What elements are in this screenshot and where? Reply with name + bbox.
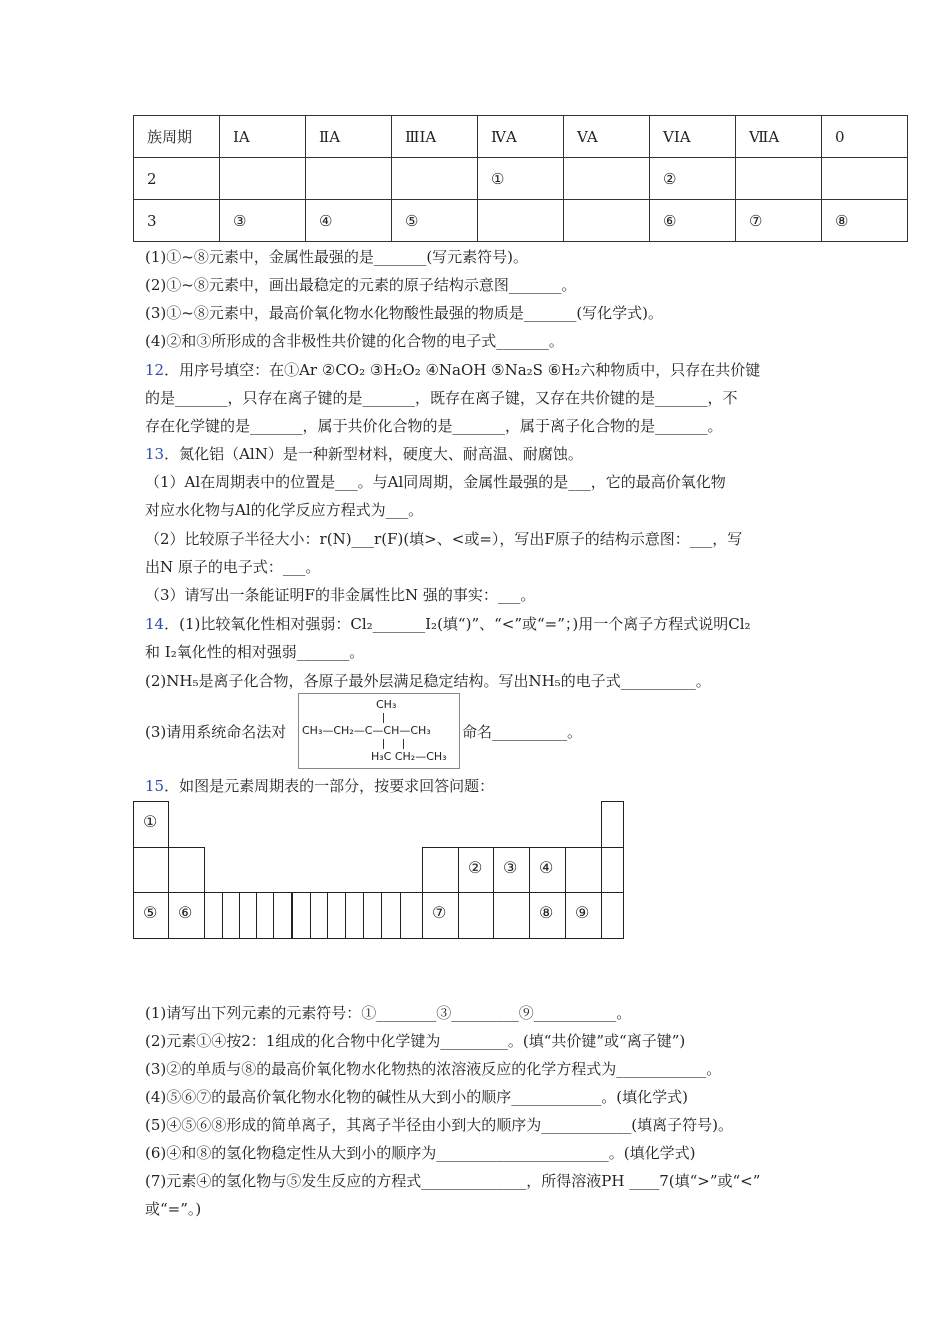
table-cell: ④ [306, 200, 392, 242]
q15-part3: (3)②的单质与⑧的最高价氧化物水化物热的浓溶液反应的化学方程式为____________。 [145, 1060, 722, 1078]
q15-part2: (2)元素①④按2：1组成的化合物中化学键为_________。(填“共价键”或“离子键”) [145, 1032, 686, 1050]
question-number: 14 [145, 615, 165, 633]
pt-cell-2: ② [458, 847, 494, 893]
table-cell: ⑦ [736, 200, 822, 242]
pt-cell-1: ① [133, 801, 169, 848]
pt-cell [222, 892, 240, 939]
q13-line3: 对应水化物与Al的化学反应方程式为___。 [145, 501, 424, 519]
pt-cell [381, 892, 401, 939]
bond-line [383, 713, 384, 723]
pt-cell [601, 801, 624, 848]
table-cell: 族周期 [134, 116, 220, 158]
pt-cell [291, 892, 311, 939]
table-cell [564, 158, 650, 200]
table-cell: ⑧ [822, 200, 908, 242]
q11-part3: (3)①~⑧元素中，最高价氧化物水化物酸性最强的物质是_______(写化学式)。 [145, 304, 664, 322]
pt-cell-8: ⑧ [529, 892, 566, 939]
pt-cell [168, 847, 205, 893]
pt-cell [601, 847, 624, 893]
pt-cell [565, 847, 602, 893]
pt-cell [327, 892, 346, 939]
q12-line3: 存在化学键的是_______，属于共价化合物的是_______，属于离子化合物的是_______。 [145, 417, 723, 435]
table-row [134, 200, 908, 242]
table-row [134, 158, 908, 200]
pt-cell [458, 892, 494, 939]
pt-cell-3: ③ [493, 847, 530, 893]
table-cell: VIA [650, 116, 736, 158]
question-number: 12 [145, 361, 165, 379]
mol-top-group: CH₃ [376, 698, 397, 711]
table-cell: 2 [134, 158, 220, 200]
pt-cell [204, 892, 223, 939]
table-cell: ⑤ [392, 200, 478, 242]
table-cell [392, 158, 478, 200]
q14-line4b: 命名__________。 [462, 723, 583, 741]
pt-cell-7: ⑦ [422, 892, 459, 939]
q15-part5: (5)④⑤⑥⑧形成的简单离子，其离子半径由小到大的顺序为____________(填离子符号)。 [145, 1116, 733, 1134]
q14-line2: 和 I₂氧化性的相对强弱_______。 [145, 643, 365, 661]
q15-part4: (4)⑤⑥⑦的最高价氧化物水化物的碱性从大到小的顺序____________。(填化学式) [145, 1088, 688, 1106]
pt-cell [239, 892, 257, 939]
bond-line [403, 739, 404, 749]
bond-line [383, 739, 384, 749]
pt-cell [310, 892, 328, 939]
table-cell [564, 200, 650, 242]
pt-cell [133, 847, 169, 893]
q11-part1: (1)①~⑧元素中，金属性最强的是_______(写元素符号)。 [145, 248, 529, 266]
table-cell: 3 [134, 200, 220, 242]
pt-cell [400, 892, 423, 939]
table-cell: ⅡA [306, 116, 392, 158]
table-cell [736, 158, 822, 200]
table-cell: VA [564, 116, 650, 158]
q15-part7: (7)元素④的氢化物与⑤发生反应的方程式______________，所得溶液PH ____7(填“>”或“<” [145, 1172, 761, 1190]
table-cell [822, 158, 908, 200]
table-cell: ③ [220, 200, 306, 242]
question-number: 15 [145, 777, 165, 795]
q14-line4a: (3)请用系统命名法对 [145, 723, 287, 741]
period-group-table [133, 115, 908, 242]
pt-cell [345, 892, 364, 939]
q13-line4: （2）比较原子半径大小：r(N)___r(F)(填>、<或=），写出F原子的结构示意图：___，写 [145, 530, 743, 548]
q15-part7-cont: 或“=”。) [145, 1200, 202, 1218]
q12-line2: 的是_______，只存在离子键的是_______，既存在离子键，又存在共价键的是_______，不 [145, 389, 738, 407]
pt-cell [422, 847, 459, 893]
q14-line3: (2)NH₅是离子化合物，各原子最外层满足稳定结构。写出NH₅的电子式__________。 [145, 672, 711, 690]
table-cell: ⑥ [650, 200, 736, 242]
pt-cell-5: ⑤ [133, 892, 169, 939]
table-cell: ① [478, 158, 564, 200]
q15-part1: (1)请写出下列元素的元素符号：①________③_________⑨___________。 [145, 1004, 632, 1022]
q13-line6: （3）请写出一条能证明F的非金属性比N 强的事实：___。 [145, 586, 536, 604]
pt-cell [493, 892, 530, 939]
pt-cell [256, 892, 274, 939]
pt-cell [273, 892, 292, 939]
q11-part4: (4)②和③所形成的含非极性共价键的化合物的电子式_______。 [145, 332, 564, 350]
q13-line2: （1）Al在周期表中的位置是___。与Al同周期，金属性最强的是___，它的最高价氧化物 [145, 473, 726, 491]
q12-line1: 12．用序号填空：在①Ar ②CO₂ ③H₂O₂ ④NaOH ⑤Na₂S ⑥H₂六种物质中，只存在共价键 [145, 361, 761, 379]
question-number: 13 [145, 445, 165, 463]
table-cell: IA [220, 116, 306, 158]
q15-part6: (6)④和⑧的氢化物稳定性从大到小的顺序为_______________________。(填化学式) [145, 1144, 696, 1162]
pt-cell [363, 892, 382, 939]
mol-main-chain: CH₃—CH₂—C—CH—CH₃ [302, 724, 431, 737]
pt-cell-6: ⑥ [168, 892, 205, 939]
table-cell: ② [650, 158, 736, 200]
q11-part2: (2)①~⑧元素中，画出最稳定的元素的原子结构示意图_______。 [145, 276, 577, 294]
q13-line1: 13．氮化铝（AlN）是一种新型材料，硬度大、耐高温、耐腐蚀。 [145, 445, 583, 463]
mol-bottom-groups: H₃C CH₂—CH₃ [371, 750, 447, 763]
table-cell: ⅦA [736, 116, 822, 158]
structural-formula [298, 693, 460, 769]
table-cell [478, 200, 564, 242]
q15-intro: 15．如图是元素周期表的一部分，按要求回答问题： [145, 777, 495, 795]
q13-line5: 出N 原子的电子式：___。 [145, 558, 321, 576]
table-cell: 0 [822, 116, 908, 158]
table-cell [306, 158, 392, 200]
table-cell: ⅢIA [392, 116, 478, 158]
table-cell: ⅣA [478, 116, 564, 158]
pt-cell-9: ⑨ [565, 892, 602, 939]
pt-cell-4: ④ [529, 847, 566, 893]
table-header-row [134, 116, 908, 158]
table-cell [220, 158, 306, 200]
q14-line1: 14．(1)比较氧化性相对强弱：Cl₂_______I₂(填“)”、“<”或“=”；)用一个离子方程式说明Cl₂ [145, 615, 751, 633]
pt-cell [601, 892, 624, 939]
